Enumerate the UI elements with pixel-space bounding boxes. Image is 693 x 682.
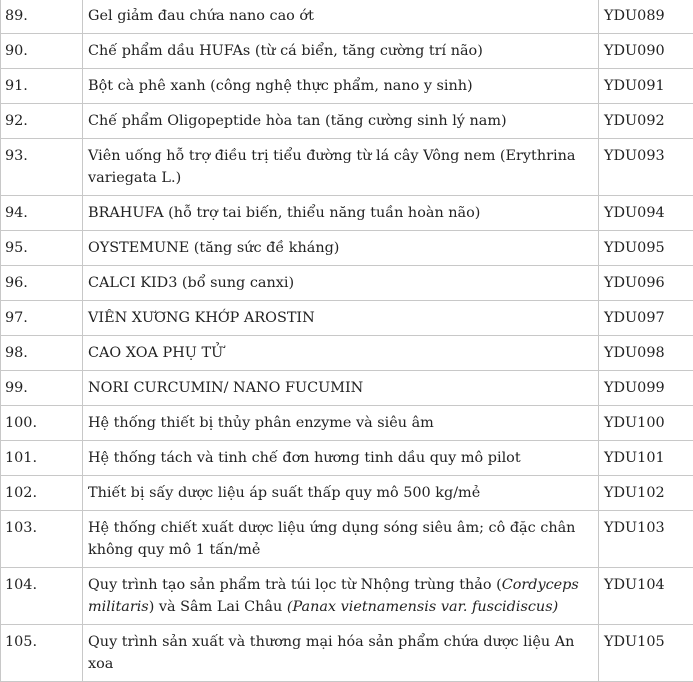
row-description: Thiết bị sấy dược liệu áp suất thấp quy mô 500 kg/mẻ <box>83 476 599 511</box>
row-description: Hệ thống thiết bị thủy phân enzyme và siêu âm <box>83 406 599 441</box>
row-code: YDU097 <box>599 301 693 336</box>
row-description: OYSTEMUNE (tăng sức đề kháng) <box>83 231 599 266</box>
row-code: YDU104 <box>599 568 693 625</box>
row-description: Viên uống hỗ trợ điều trị tiểu đường từ lá cây Vông nem (Erythrina variegata L.) <box>83 139 599 196</box>
row-number: 102. <box>1 476 83 511</box>
table-row <box>1 511 693 568</box>
row-description: Bột cà phê xanh (công nghệ thực phẩm, nano y sinh) <box>83 69 599 104</box>
row-code: YDU103 <box>599 511 693 568</box>
row-description: CAO XOA PHỤ TỬ <box>83 336 599 371</box>
row-description: VIÊN XƯƠNG KHỚP AROSTIN <box>83 301 599 336</box>
row-description: Quy trình sản xuất và thương mại hóa sản phẩm chứa dược liệu An xoa <box>83 625 599 682</box>
row-description: NORI CURCUMIN/ NANO FUCUMIN <box>83 371 599 406</box>
row-code: YDU093 <box>599 139 693 196</box>
row-number: 92. <box>1 104 83 139</box>
row-description: Hệ thống tách và tinh chế đơn hương tinh dầu quy mô pilot <box>83 441 599 476</box>
row-code: YDU092 <box>599 104 693 139</box>
row-number: 100. <box>1 406 83 441</box>
row-number: 98. <box>1 336 83 371</box>
table-row <box>1 441 693 476</box>
description-part: ) và Sâm Lai Châu <box>149 599 287 615</box>
description-part-italic: Cordyceps militaris <box>88 577 579 615</box>
row-number: 94. <box>1 196 83 231</box>
table-row <box>1 568 693 625</box>
row-code: YDU090 <box>599 34 693 69</box>
row-code: YDU089 <box>599 0 693 34</box>
row-code: YDU096 <box>599 266 693 301</box>
table-row <box>1 231 693 266</box>
table-row <box>1 476 693 511</box>
row-code: YDU091 <box>599 69 693 104</box>
row-description: CALCI KID3 (bổ sung canxi) <box>83 266 599 301</box>
table-row <box>1 104 693 139</box>
row-code: YDU098 <box>599 336 693 371</box>
row-code: YDU100 <box>599 406 693 441</box>
row-description: Chế phẩm dầu HUFAs (từ cá biển, tăng cường trí não) <box>83 34 599 69</box>
table-row <box>1 0 693 34</box>
description-part-italic: (Panax vietnamensis var. fuscidiscus) <box>287 599 558 615</box>
row-number: 91. <box>1 69 83 104</box>
table-row <box>1 196 693 231</box>
table-row <box>1 406 693 441</box>
row-number: 90. <box>1 34 83 69</box>
row-number: 89. <box>1 0 83 34</box>
row-description: BRAHUFA (hỗ trợ tai biến, thiểu năng tuần hoàn não) <box>83 196 599 231</box>
table-row <box>1 301 693 336</box>
table-row <box>1 69 693 104</box>
table-row <box>1 266 693 301</box>
description-part: Quy trình tạo sản phẩm trà túi lọc từ Nhộng trùng thảo ( <box>88 577 502 593</box>
table-row <box>1 625 693 682</box>
row-code: YDU102 <box>599 476 693 511</box>
row-number: 93. <box>1 139 83 196</box>
row-code: YDU101 <box>599 441 693 476</box>
table-row <box>1 139 693 196</box>
row-number: 99. <box>1 371 83 406</box>
row-number: 101. <box>1 441 83 476</box>
row-description: Chế phẩm Oligopeptide hòa tan (tăng cường sinh lý nam) <box>83 104 599 139</box>
row-number: 95. <box>1 231 83 266</box>
table-row <box>1 336 693 371</box>
row-number: 105. <box>1 625 83 682</box>
row-number: 104. <box>1 568 83 625</box>
row-code: YDU095 <box>599 231 693 266</box>
row-number: 103. <box>1 511 83 568</box>
row-description: Hệ thống chiết xuất dược liệu ứng dụng sóng siêu âm; cô đặc chân không quy mô 1 tấn/mẻ <box>83 511 599 568</box>
row-description <box>83 568 599 625</box>
table-row <box>1 34 693 69</box>
row-code: YDU099 <box>599 371 693 406</box>
row-code: YDU105 <box>599 625 693 682</box>
row-number: 96. <box>1 266 83 301</box>
table-row <box>1 371 693 406</box>
row-number: 97. <box>1 301 83 336</box>
row-code: YDU094 <box>599 196 693 231</box>
row-description: Gel giảm đau chứa nano cao ớt <box>83 0 599 34</box>
